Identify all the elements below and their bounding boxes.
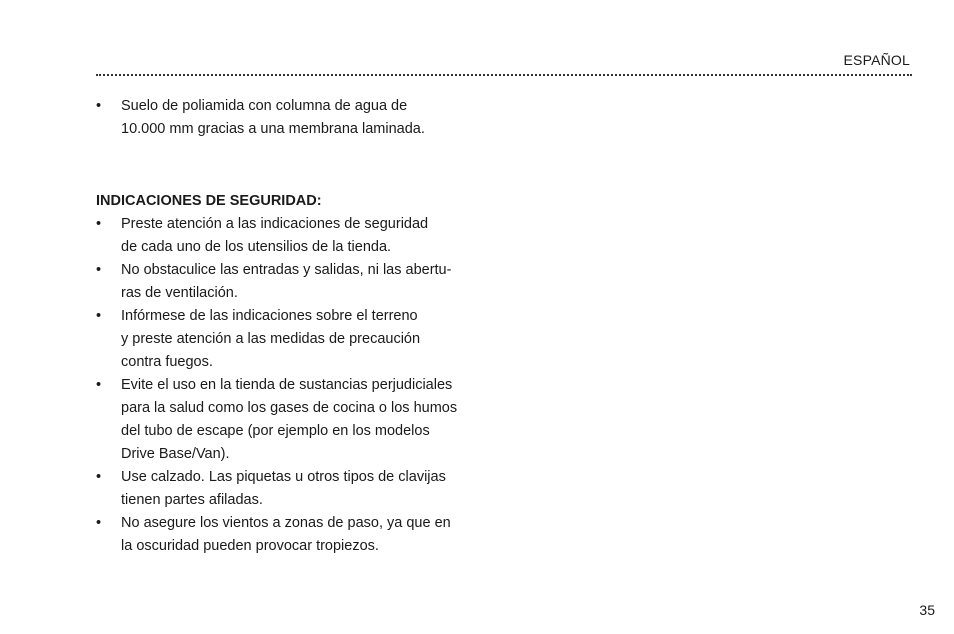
list-item-line: Drive Base/Van). — [121, 446, 230, 462]
list-item-line: Infórmese de las indicaciones sobre el terreno — [121, 308, 418, 324]
dotted-divider — [96, 74, 912, 76]
list-item-line: y preste atención a las medidas de precaución — [121, 331, 421, 347]
list-item-line: Use calzado. Las piquetas u otros tipos de clavijas — [121, 469, 446, 485]
bullet-icon: • — [96, 469, 102, 485]
list-item-line: contra fuegos. — [121, 354, 213, 370]
list-item-line: No asegure los vientos a zonas de paso, ya que en — [121, 515, 451, 531]
bullet-icon: • — [96, 262, 102, 278]
list-item — [96, 95, 496, 141]
language-label: ESPAÑOL — [843, 52, 910, 68]
list-item-line: de cada uno de los utensilios de la tienda. — [121, 239, 392, 255]
bullet-icon: • — [96, 216, 102, 232]
list-item-line: Preste atención a las indicaciones de seguridad — [121, 216, 429, 232]
bullet-icon: • — [96, 98, 102, 114]
list-item-line: para la salud como los gases de cocina o los humos — [121, 400, 458, 416]
safety-list — [96, 213, 496, 558]
list-item — [96, 259, 496, 305]
list-item-line: del tubo de escape (por ejemplo en los modelos — [121, 423, 430, 439]
list-item-line: ras de ventilación. — [121, 285, 238, 301]
list-item — [96, 466, 496, 512]
list-item-line: Suelo de poliamida con columna de agua de — [121, 98, 408, 114]
bullet-icon: • — [96, 377, 102, 393]
main-content — [96, 95, 496, 558]
list-item-line: la oscuridad pueden provocar tropiezos. — [121, 538, 379, 554]
list-item — [96, 213, 496, 259]
list-item-line: tienen partes afiladas. — [121, 492, 263, 508]
list-item — [96, 374, 496, 466]
section-heading: INDICACIONES DE SEGURIDAD: — [96, 193, 322, 209]
list-item-line: No obstaculice las entradas y salidas, ni las abertu- — [121, 262, 452, 278]
list-item — [96, 305, 496, 374]
page-number: 35 — [919, 602, 935, 618]
list-item-line: Evite el uso en la tienda de sustancias perjudiciales — [121, 377, 453, 393]
list-item-line: 10.000 mm gracias a una membrana laminada. — [121, 121, 425, 137]
bullet-icon: • — [96, 515, 102, 531]
bullet-icon: • — [96, 308, 102, 324]
intro-list — [96, 95, 496, 141]
list-item — [96, 512, 496, 558]
